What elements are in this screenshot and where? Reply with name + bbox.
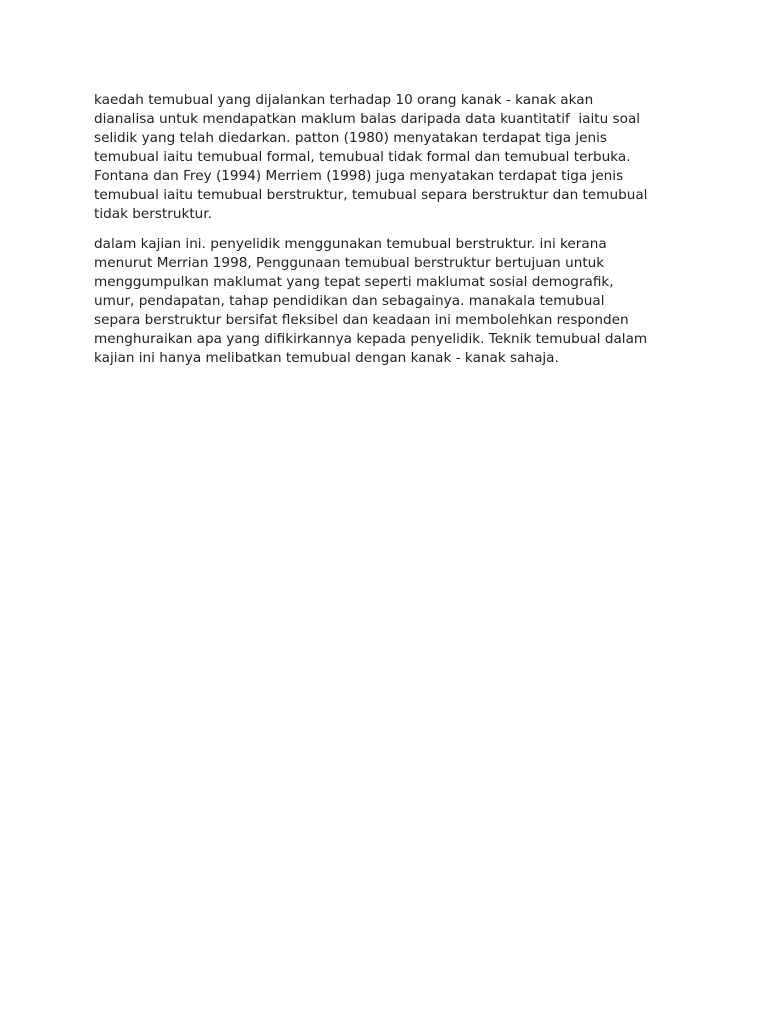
paragraph-line: temubual iaitu temubual formal, temubual tidak formal dan temubual terbuka.: [94, 149, 631, 165]
paragraph-line: kajian ini hanya melibatkan temubual dengan kanak - kanak sahaja.: [94, 350, 559, 366]
paragraph-line: menurut Merrian 1998, Penggunaan temubual berstruktur bertujuan untuk: [94, 255, 605, 271]
paragraph-line: dianalisa untuk mendapatkan maklum balas daripada data kuantitatif iaitu soal: [94, 111, 641, 127]
paragraph-line: menghuraikan apa yang difikirkannya kepada penyelidik. Teknik temubual dalam: [94, 331, 648, 347]
paragraph-line: temubual iaitu temubual berstruktur, temubual separa berstruktur dan temubual: [94, 187, 648, 203]
paragraph-line: separa berstruktur bersifat fleksibel dan keadaan ini membolehkan responden: [94, 312, 629, 328]
paragraph-line: menggumpulkan maklumat yang tepat seperti maklumat sosial demografik,: [94, 274, 614, 290]
paragraph-2: [94, 235, 684, 368]
paragraph-line: selidik yang telah diedarkan. patton (1980) menyatakan terdapat tiga jenis: [94, 130, 607, 146]
paragraph-line: umur, pendapatan, tahap pendidikan dan sebagainya. manakala temubual: [94, 293, 605, 309]
paragraph-line: Fontana dan Frey (1994) Merriem (1998) juga menyatakan terdapat tiga jenis: [94, 168, 624, 184]
paragraph-line: kaedah temubual yang dijalankan terhadap 10 orang kanak - kanak akan: [94, 92, 594, 108]
paragraph-1: [94, 91, 684, 224]
paragraph-line: tidak berstruktur.: [94, 206, 212, 222]
document-body: [94, 91, 684, 379]
paragraph-line: dalam kajian ini. penyelidik menggunakan temubual berstruktur. ini kerana: [94, 236, 607, 252]
